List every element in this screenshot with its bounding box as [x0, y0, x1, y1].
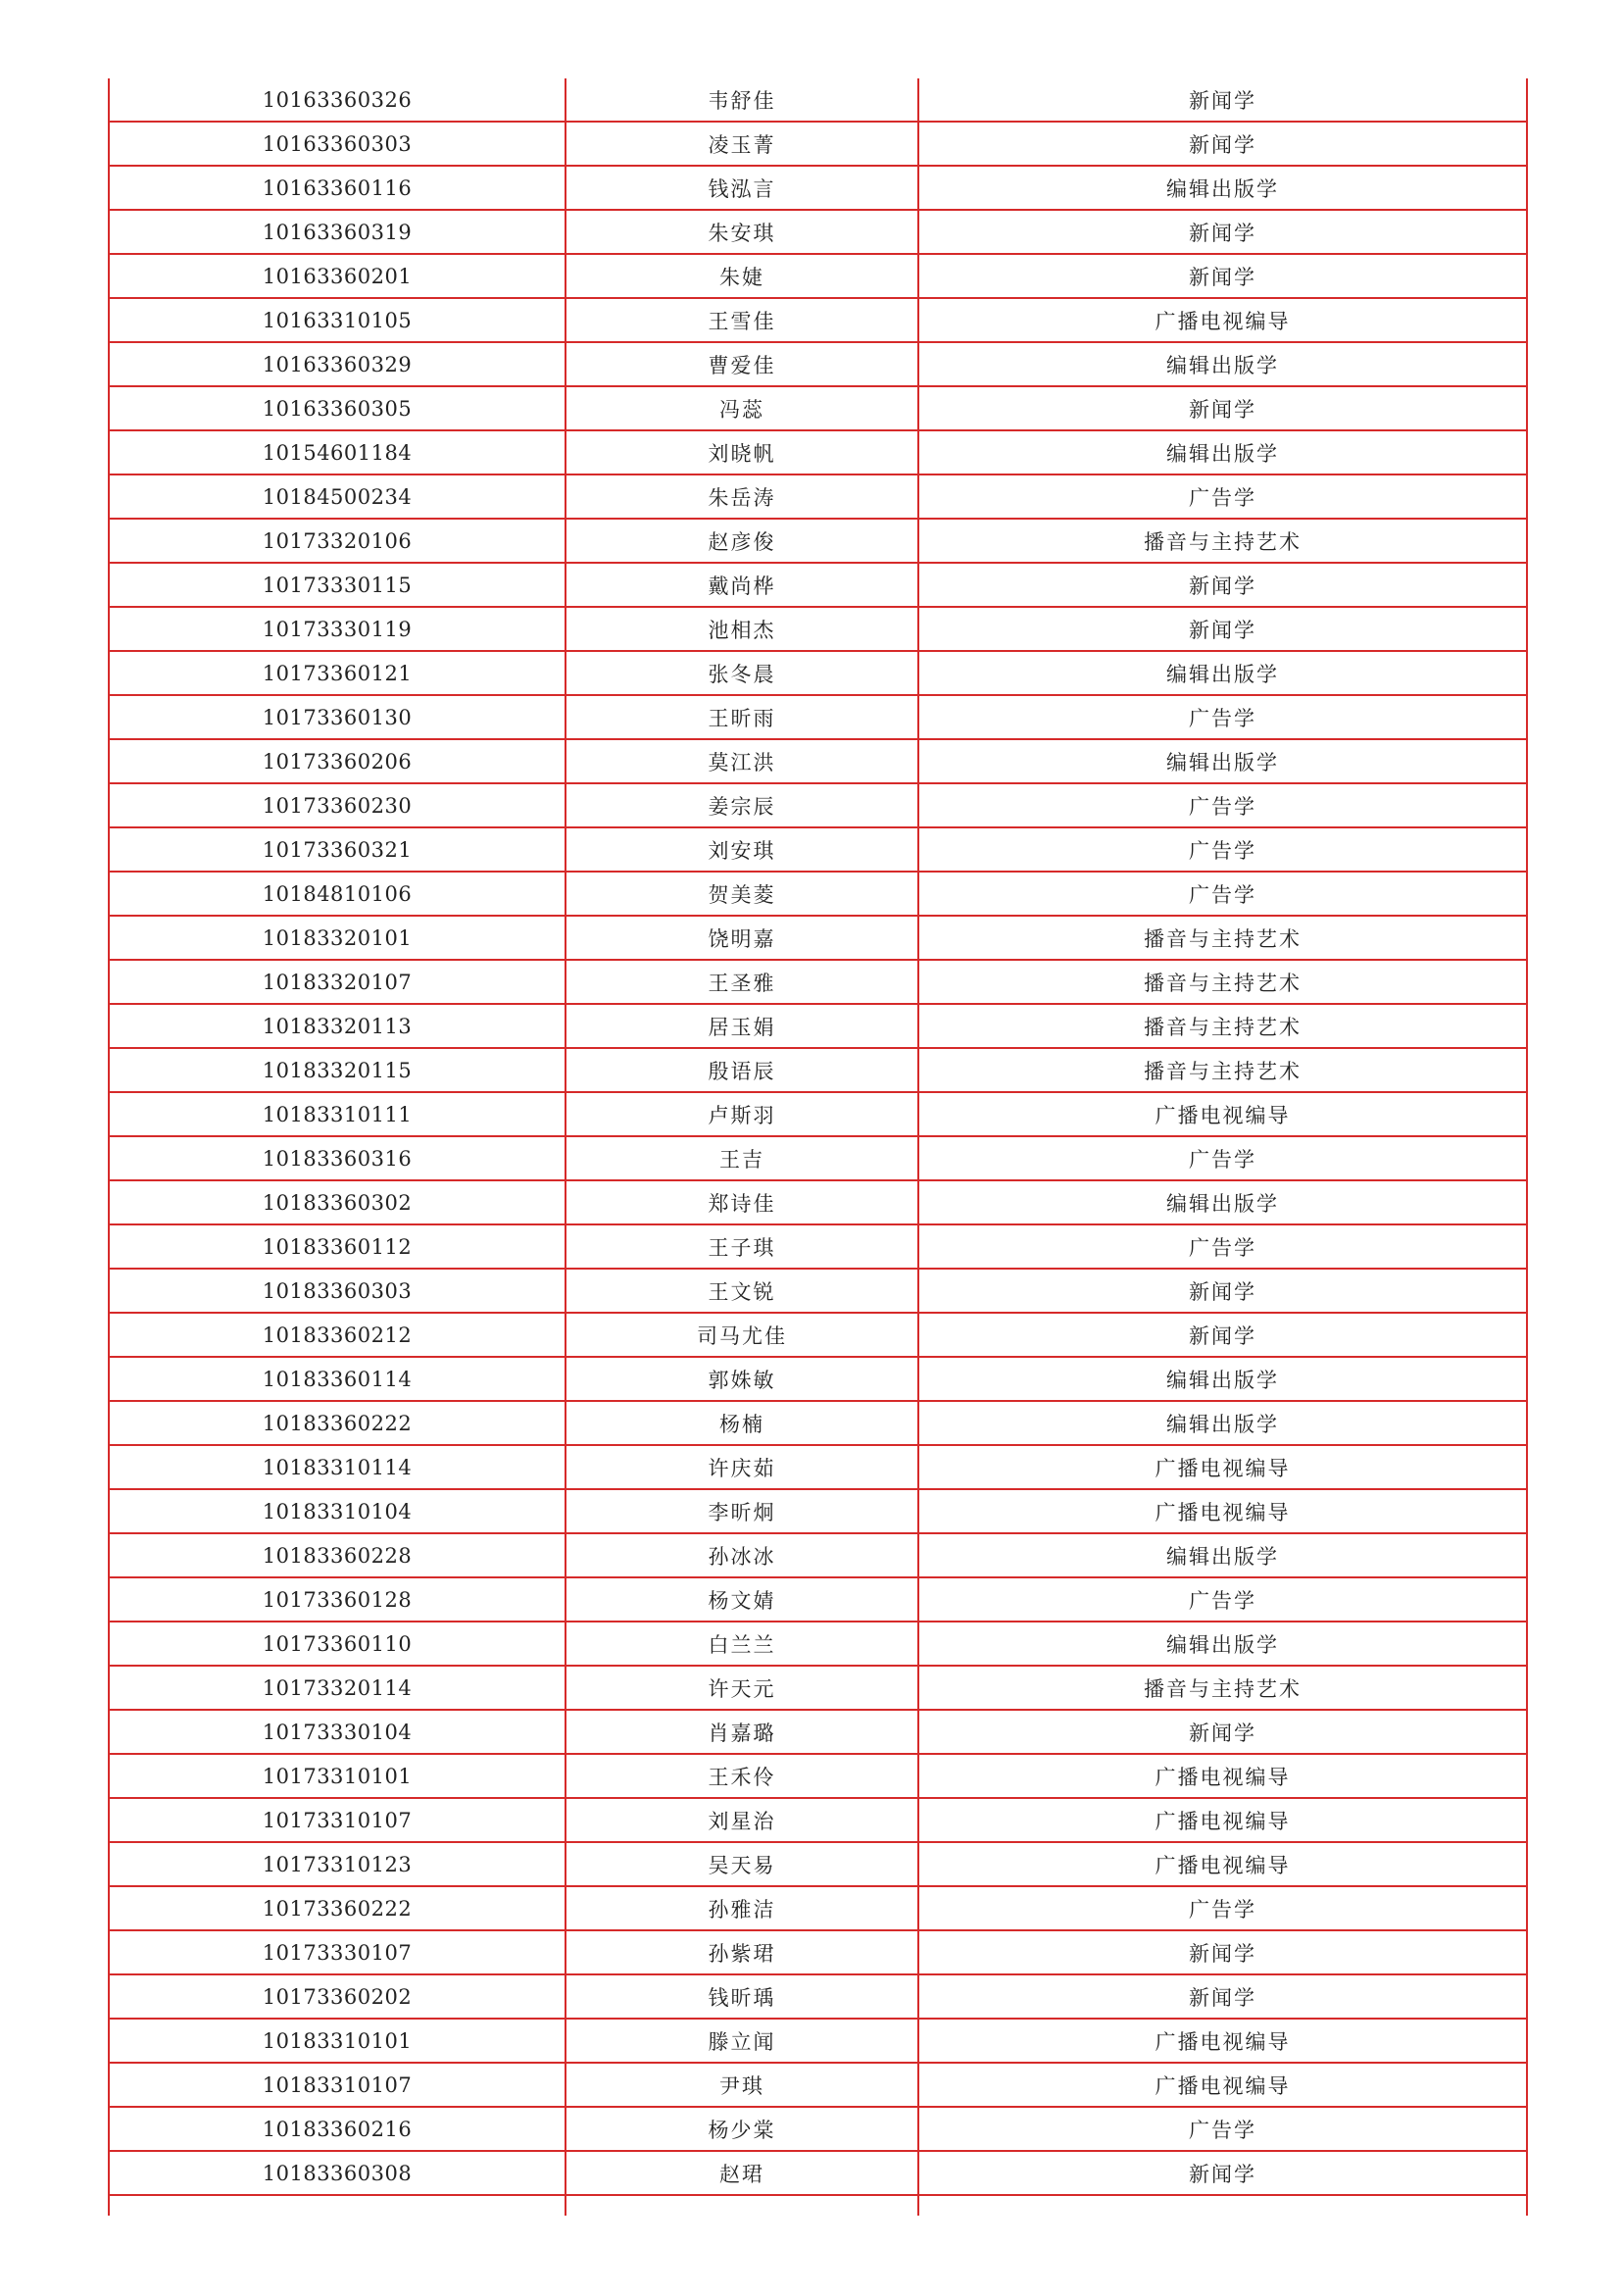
student-name-cell: 许庆茹: [566, 1445, 918, 1489]
student-name-cell: 钱泓言: [566, 166, 918, 210]
student-name-cell: 冯蕊: [566, 386, 918, 430]
student-name-cell: 刘安琪: [566, 827, 918, 872]
major-cell: 广播电视编导: [918, 1489, 1527, 1533]
student-id-cell: 10183310114: [109, 1445, 566, 1489]
major-cell: 新闻学: [918, 122, 1527, 166]
student-id-cell: 10173360230: [109, 783, 566, 827]
table-row: [109, 298, 1527, 342]
student-name-cell: 王圣雅: [566, 960, 918, 1004]
student-id-cell: 10173320114: [109, 1666, 566, 1710]
table-row: [109, 1930, 1527, 1974]
table-row: [109, 827, 1527, 872]
major-cell: 编辑出版学: [918, 166, 1527, 210]
table-row: [109, 2063, 1527, 2107]
student-id-cell: 10173360206: [109, 739, 566, 783]
student-name-cell: 钱昕瑀: [566, 1974, 918, 2019]
student-name-cell: 曹爱佳: [566, 342, 918, 386]
major-cell: 广告学: [918, 474, 1527, 519]
empty-cell: [109, 2195, 566, 2216]
table-row: [109, 2019, 1527, 2063]
student-name-cell: 刘晓帆: [566, 430, 918, 474]
student-name-cell: 郑诗佳: [566, 1180, 918, 1224]
major-cell: 新闻学: [918, 210, 1527, 254]
student-id-cell: 10163360305: [109, 386, 566, 430]
student-id-cell: 10173360128: [109, 1577, 566, 1622]
student-name-cell: 许天元: [566, 1666, 918, 1710]
student-name-cell: 王子琪: [566, 1224, 918, 1269]
student-name-cell: 杨楠: [566, 1401, 918, 1445]
student-id-cell: 10163360326: [109, 78, 566, 122]
student-name-cell: 滕立闻: [566, 2019, 918, 2063]
student-name-cell: 司马尤佳: [566, 1313, 918, 1357]
student-id-cell: 10184500234: [109, 474, 566, 519]
table-row: [109, 2151, 1527, 2195]
student-name-cell: 孙雅洁: [566, 1886, 918, 1930]
major-cell: 新闻学: [918, 1930, 1527, 1974]
table-row: [109, 563, 1527, 607]
student-name-cell: 韦舒佳: [566, 78, 918, 122]
student-name-cell: 凌玉菁: [566, 122, 918, 166]
table-row: [109, 519, 1527, 563]
student-id-cell: 10183320107: [109, 960, 566, 1004]
major-cell: 广告学: [918, 1577, 1527, 1622]
major-cell: 新闻学: [918, 1269, 1527, 1313]
table-row: [109, 1974, 1527, 2019]
student-name-cell: 张冬晨: [566, 651, 918, 695]
student-id-cell: 10163360319: [109, 210, 566, 254]
student-name-cell: 卢斯羽: [566, 1092, 918, 1136]
student-id-cell: 10183360114: [109, 1357, 566, 1401]
student-name-cell: 王禾伶: [566, 1754, 918, 1798]
student-name-cell: 居玉娟: [566, 1004, 918, 1048]
table-row: [109, 783, 1527, 827]
student-name-cell: 朱婕: [566, 254, 918, 298]
table-row: [109, 1710, 1527, 1754]
student-id-cell: 10183320101: [109, 916, 566, 960]
major-cell: 编辑出版学: [918, 1180, 1527, 1224]
major-cell: 广播电视编导: [918, 1092, 1527, 1136]
major-cell: 播音与主持艺术: [918, 1666, 1527, 1710]
student-id-cell: 10183360302: [109, 1180, 566, 1224]
table-row: [109, 872, 1527, 916]
student-name-cell: 杨文婧: [566, 1577, 918, 1622]
major-cell: 广告学: [918, 2107, 1527, 2151]
student-id-cell: 10173360321: [109, 827, 566, 872]
major-cell: 新闻学: [918, 607, 1527, 651]
table-row: [109, 1224, 1527, 1269]
student-id-cell: 10154601184: [109, 430, 566, 474]
table-row: [109, 1004, 1527, 1048]
major-cell: 播音与主持艺术: [918, 916, 1527, 960]
table-row: [109, 2107, 1527, 2151]
student-name-cell: 戴尚桦: [566, 563, 918, 607]
major-cell: 广播电视编导: [918, 1798, 1527, 1842]
table-row: [109, 1842, 1527, 1886]
student-name-cell: 郭姝敏: [566, 1357, 918, 1401]
table-row: [109, 166, 1527, 210]
table-row: [109, 1798, 1527, 1842]
table-row: [109, 1136, 1527, 1180]
table-row: [109, 1357, 1527, 1401]
table-row: [109, 607, 1527, 651]
student-name-cell: 饶明嘉: [566, 916, 918, 960]
student-name-cell: 王吉: [566, 1136, 918, 1180]
major-cell: 播音与主持艺术: [918, 960, 1527, 1004]
student-name-cell: 姜宗辰: [566, 783, 918, 827]
table-row: [109, 1666, 1527, 1710]
student-id-cell: 10183320115: [109, 1048, 566, 1092]
student-id-cell: 10163360201: [109, 254, 566, 298]
table-row: [109, 1754, 1527, 1798]
table-row: [109, 695, 1527, 739]
student-id-cell: 10173330119: [109, 607, 566, 651]
major-cell: 编辑出版学: [918, 1533, 1527, 1577]
student-name-cell: 王雪佳: [566, 298, 918, 342]
major-cell: 编辑出版学: [918, 1622, 1527, 1666]
major-cell: 广播电视编导: [918, 1445, 1527, 1489]
table-row: [109, 1533, 1527, 1577]
student-name-cell: 杨少棠: [566, 2107, 918, 2151]
major-cell: 广告学: [918, 1886, 1527, 1930]
student-list-body: [109, 78, 1527, 2216]
student-name-cell: 孙紫珺: [566, 1930, 918, 1974]
student-name-cell: 刘星治: [566, 1798, 918, 1842]
student-id-cell: 10183360308: [109, 2151, 566, 2195]
major-cell: 编辑出版学: [918, 342, 1527, 386]
empty-cell: [918, 2195, 1527, 2216]
student-name-cell: 池相杰: [566, 607, 918, 651]
table-row: [109, 1445, 1527, 1489]
table-row: [109, 1622, 1527, 1666]
table-row: [109, 122, 1527, 166]
student-name-cell: 殷语辰: [566, 1048, 918, 1092]
major-cell: 广告学: [918, 695, 1527, 739]
student-name-cell: 朱岳涛: [566, 474, 918, 519]
major-cell: 广播电视编导: [918, 1842, 1527, 1886]
table-row: [109, 916, 1527, 960]
table-row: [109, 474, 1527, 519]
major-cell: 新闻学: [918, 1974, 1527, 2019]
student-id-cell: 10173310123: [109, 1842, 566, 1886]
student-name-cell: 王文锐: [566, 1269, 918, 1313]
table-row: [109, 1886, 1527, 1930]
table-row: [109, 1092, 1527, 1136]
student-name-cell: 赵彦俊: [566, 519, 918, 563]
major-cell: 广告学: [918, 827, 1527, 872]
student-id-cell: 10173360121: [109, 651, 566, 695]
student-id-cell: 10183320113: [109, 1004, 566, 1048]
student-id-cell: 10163360116: [109, 166, 566, 210]
table-row: [109, 386, 1527, 430]
major-cell: 编辑出版学: [918, 1357, 1527, 1401]
table-row: [109, 254, 1527, 298]
major-cell: 新闻学: [918, 386, 1527, 430]
table-row: [109, 651, 1527, 695]
student-name-cell: 白兰兰: [566, 1622, 918, 1666]
student-name-cell: 李昕炯: [566, 1489, 918, 1533]
student-id-cell: 10183360216: [109, 2107, 566, 2151]
empty-cell: [566, 2195, 918, 2216]
student-id-cell: 10183310111: [109, 1092, 566, 1136]
student-id-cell: 10173360110: [109, 1622, 566, 1666]
major-cell: 广告学: [918, 783, 1527, 827]
major-cell: 编辑出版学: [918, 739, 1527, 783]
student-id-cell: 10173330107: [109, 1930, 566, 1974]
student-name-cell: 王昕雨: [566, 695, 918, 739]
student-name-cell: 肖嘉璐: [566, 1710, 918, 1754]
student-id-cell: 10183310107: [109, 2063, 566, 2107]
student-id-cell: 10183360316: [109, 1136, 566, 1180]
student-id-cell: 10184810106: [109, 872, 566, 916]
major-cell: 新闻学: [918, 2151, 1527, 2195]
major-cell: 新闻学: [918, 254, 1527, 298]
student-list-table: [108, 78, 1528, 2216]
major-cell: 广播电视编导: [918, 2019, 1527, 2063]
table-row: [109, 430, 1527, 474]
major-cell: 编辑出版学: [918, 430, 1527, 474]
student-name-cell: 赵珺: [566, 2151, 918, 2195]
student-id-cell: 10173320106: [109, 519, 566, 563]
student-name-cell: 朱安琪: [566, 210, 918, 254]
table-row: [109, 78, 1527, 122]
student-id-cell: 10173360202: [109, 1974, 566, 2019]
student-id-cell: 10163360329: [109, 342, 566, 386]
major-cell: 编辑出版学: [918, 651, 1527, 695]
student-id-cell: 10173330115: [109, 563, 566, 607]
student-id-cell: 10183360212: [109, 1313, 566, 1357]
major-cell: 播音与主持艺术: [918, 1048, 1527, 1092]
table-row: [109, 1489, 1527, 1533]
major-cell: 新闻学: [918, 1710, 1527, 1754]
student-id-cell: 10173310101: [109, 1754, 566, 1798]
student-name-cell: 吴天易: [566, 1842, 918, 1886]
major-cell: 广告学: [918, 1224, 1527, 1269]
student-name-cell: 贺美菱: [566, 872, 918, 916]
student-id-cell: 10163360303: [109, 122, 566, 166]
table-continuation: [109, 2195, 1527, 2216]
table-row: [109, 960, 1527, 1004]
student-id-cell: 10173360130: [109, 695, 566, 739]
student-id-cell: 10173310107: [109, 1798, 566, 1842]
table-row: [109, 1313, 1527, 1357]
major-cell: 广告学: [918, 872, 1527, 916]
major-cell: 编辑出版学: [918, 1401, 1527, 1445]
student-name-cell: 莫江洪: [566, 739, 918, 783]
student-id-cell: 10163310105: [109, 298, 566, 342]
student-id-cell: 10183360303: [109, 1269, 566, 1313]
major-cell: 广告学: [918, 1136, 1527, 1180]
major-cell: 播音与主持艺术: [918, 519, 1527, 563]
major-cell: 播音与主持艺术: [918, 1004, 1527, 1048]
student-id-cell: 10183360228: [109, 1533, 566, 1577]
student-id-cell: 10183360112: [109, 1224, 566, 1269]
table-row: [109, 342, 1527, 386]
table-row: [109, 1401, 1527, 1445]
table-row: [109, 210, 1527, 254]
student-id-cell: 10173330104: [109, 1710, 566, 1754]
table-row: [109, 1180, 1527, 1224]
table-row: [109, 1269, 1527, 1313]
major-cell: 新闻学: [918, 78, 1527, 122]
student-id-cell: 10183310101: [109, 2019, 566, 2063]
major-cell: 新闻学: [918, 1313, 1527, 1357]
student-name-cell: 尹琪: [566, 2063, 918, 2107]
student-id-cell: 10173360222: [109, 1886, 566, 1930]
major-cell: 广播电视编导: [918, 1754, 1527, 1798]
table-row: [109, 739, 1527, 783]
major-cell: 新闻学: [918, 563, 1527, 607]
student-name-cell: 孙冰冰: [566, 1533, 918, 1577]
table-row: [109, 1577, 1527, 1622]
student-id-cell: 10183310104: [109, 1489, 566, 1533]
major-cell: 广播电视编导: [918, 298, 1527, 342]
major-cell: 广播电视编导: [918, 2063, 1527, 2107]
table-row: [109, 1048, 1527, 1092]
student-id-cell: 10183360222: [109, 1401, 566, 1445]
